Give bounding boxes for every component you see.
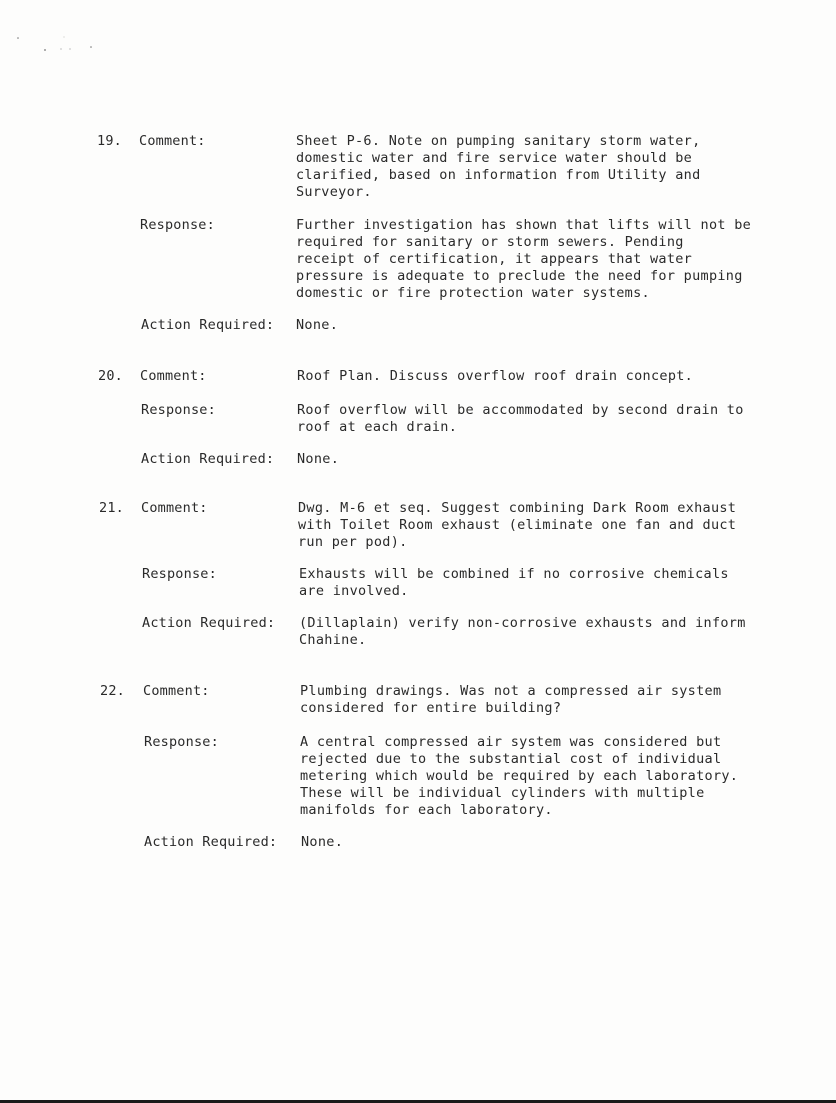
comment-text (296, 133, 776, 201)
response-line: receipt of certification, it appears that water (296, 251, 693, 267)
action-text (299, 615, 779, 649)
comment-line: run per pod). (298, 534, 408, 550)
action-line: (Dillaplain) verify non-corrosive exhausts and inform (299, 615, 746, 631)
action-text (296, 317, 776, 334)
response-label: Response: (144, 734, 219, 750)
comment-line: considered for entire building? (300, 700, 562, 716)
comment-line: with Toilet Room exhaust (eliminate one fan and duct (298, 517, 737, 533)
response-line: manifolds for each laboratory. (300, 802, 553, 818)
response-line: domestic or fire protection water systems. (296, 285, 650, 301)
response-line: are involved. (299, 583, 409, 599)
response-text (300, 734, 780, 819)
comment-line: domestic water and fire service water should be (296, 150, 693, 166)
comment-line: Dwg. M-6 et seq. Suggest combining Dark Room exhaust (298, 500, 737, 516)
comment-line: Sheet P-6. Note on pumping sanitary storm water, (296, 133, 701, 149)
response-line: Further investigation has shown that lifts will not be (296, 217, 752, 233)
response-line: These will be individual cylinders with multiple (300, 785, 705, 801)
comment-label: Comment: (140, 368, 207, 384)
response-line: rejected due to the substantial cost of individual (300, 751, 722, 767)
comment-text (300, 683, 780, 717)
action-line: None. (301, 834, 344, 850)
response-text (299, 566, 779, 600)
action-line: Chahine. (299, 632, 367, 648)
action-text (297, 451, 777, 468)
response-line: pressure is adequate to preclude the need for pumping (296, 268, 743, 284)
item-number: 19. (97, 133, 122, 149)
comment-line: Plumbing drawings. Was not a compressed air system (300, 683, 722, 699)
action-label: Action Required: (141, 451, 275, 467)
response-label: Response: (140, 217, 215, 233)
scan-specks (14, 36, 104, 56)
item-number: 21. (99, 500, 124, 516)
response-line: A central compressed air system was considered but (300, 734, 722, 750)
action-line: None. (297, 451, 340, 467)
action-label: Action Required: (141, 317, 275, 333)
comment-text (298, 500, 778, 551)
comment-label: Comment: (139, 133, 206, 149)
action-label: Action Required: (144, 834, 278, 850)
comment-line: clarified, based on information from Utility and (296, 167, 701, 183)
response-text (296, 217, 776, 302)
response-line: metering which would be required by each laboratory. (300, 768, 739, 784)
comment-label: Comment: (143, 683, 210, 699)
response-line: roof at each drain. (297, 419, 458, 435)
response-line: required for sanitary or storm sewers. Pending (296, 234, 684, 250)
item-number: 22. (100, 683, 125, 699)
response-label: Response: (141, 402, 216, 418)
action-text (301, 834, 781, 851)
action-label: Action Required: (142, 615, 276, 631)
response-line: Roof overflow will be accommodated by second drain to (297, 402, 744, 418)
response-label: Response: (142, 566, 217, 582)
response-line: Exhausts will be combined if no corrosive chemicals (299, 566, 729, 582)
comment-label: Comment: (141, 500, 208, 516)
item-number: 20. (98, 368, 123, 384)
action-line: None. (296, 317, 339, 333)
comment-line: Surveyor. (296, 184, 372, 200)
comment-line: Roof Plan. Discuss overflow roof drain concept. (297, 368, 694, 384)
comment-text (297, 368, 777, 385)
response-text (297, 402, 777, 436)
